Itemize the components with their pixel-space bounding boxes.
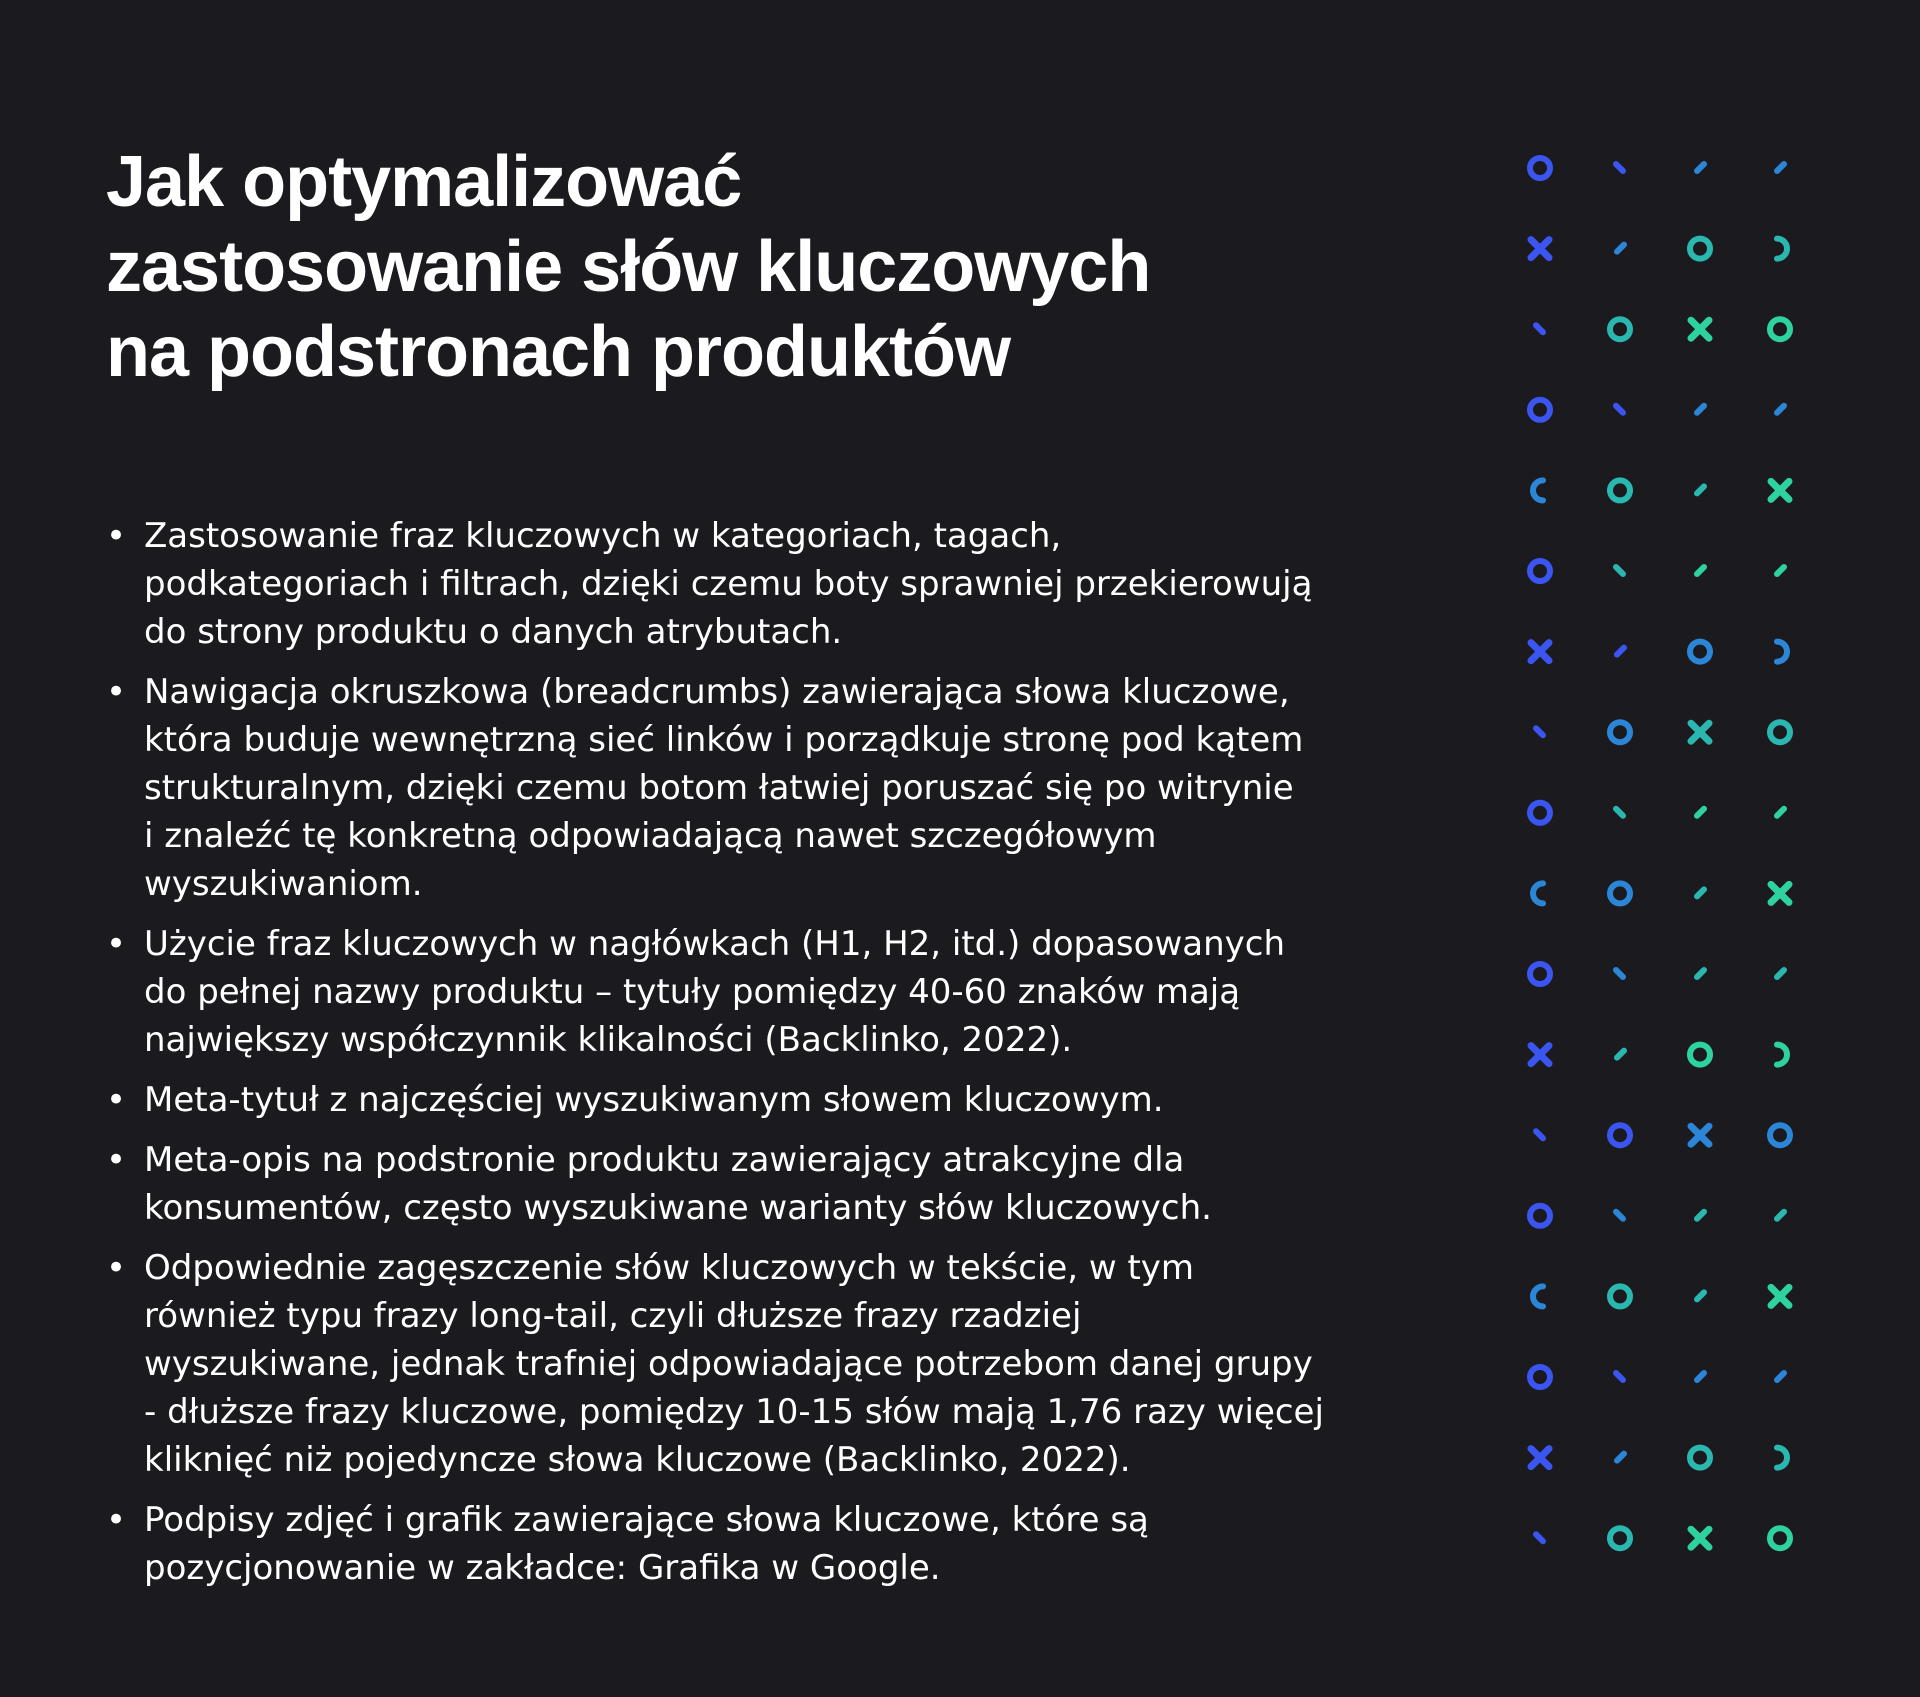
bullet-line: wyszukiwane, jednak trafniej odpowiadające potrzebom danej grupy	[144, 1344, 1313, 1384]
cross-icon	[1771, 1287, 1789, 1305]
bullet-line: • Meta-tytuł z najczęściej wyszukiwanym słowem kluczowym.	[144, 1080, 1164, 1120]
bullet-item	[106, 668, 1366, 908]
tick-left-icon	[1536, 325, 1543, 332]
bullet-line: • Nawigacja okruszkowa (breadcrumbs) zawierająca słowa kluczowe,	[144, 672, 1290, 712]
bullet-item	[106, 512, 1366, 656]
ring-icon	[1770, 722, 1790, 742]
ring-icon	[1610, 1528, 1630, 1548]
half-moon-right-icon	[1777, 239, 1787, 259]
tick-left-icon	[1536, 728, 1543, 735]
tick-right-icon	[1697, 970, 1704, 977]
tick-right-icon	[1617, 245, 1624, 252]
tick-left-icon	[1616, 164, 1623, 171]
bullet-line: do strony produktu o danych atrybutach.	[144, 612, 843, 652]
half-moon-right-icon	[1777, 1448, 1787, 1468]
bullet-line: do pełnej nazwy produktu – tytuły pomiędzy 40-60 znaków mają	[144, 972, 1241, 1012]
tick-right-icon	[1697, 809, 1704, 816]
tick-left-icon	[1536, 1131, 1543, 1138]
tick-right-icon	[1697, 406, 1704, 413]
bullet-line: • Podpisy zdjęć i grafik zawierające słowa kluczowe, które są	[144, 1500, 1149, 1540]
bullet-item	[106, 1076, 1366, 1124]
tick-right-icon	[1697, 164, 1704, 171]
bullet-item	[106, 1136, 1366, 1232]
ring-icon	[1530, 158, 1550, 178]
title-line: zastosowanie słów kluczowych	[106, 227, 1151, 307]
cross-icon	[1691, 723, 1709, 741]
ring-icon	[1690, 239, 1710, 259]
cross-icon	[1531, 240, 1549, 258]
cross-icon	[1531, 1449, 1549, 1467]
ring-icon	[1610, 1125, 1630, 1145]
bullet-line: konsumentów, często wyszukiwane warianty słów kluczowych.	[144, 1188, 1212, 1228]
bullet-item	[106, 1496, 1366, 1592]
tick-right-icon	[1777, 970, 1784, 977]
cross-icon	[1531, 1046, 1549, 1064]
ring-icon	[1610, 883, 1630, 903]
bullet-line: - dłuższe frazy kluczowe, pomiędzy 10-15 słów mają 1,76 razy więcej	[144, 1392, 1324, 1432]
page-title	[106, 140, 1306, 395]
ring-icon	[1770, 1125, 1790, 1145]
tick-right-icon	[1697, 567, 1704, 574]
cross-icon	[1771, 481, 1789, 499]
tick-left-icon	[1536, 1534, 1543, 1541]
tick-left-icon	[1616, 406, 1623, 413]
bullet-line: kliknięć niż pojedyncze słowa kluczowe (Backlinko, 2022).	[144, 1440, 1131, 1480]
ring-icon	[1530, 1367, 1550, 1387]
tick-right-icon	[1777, 1212, 1784, 1219]
decorative-pattern	[1500, 130, 1800, 1570]
cross-icon	[1691, 1529, 1709, 1547]
tick-left-icon	[1616, 970, 1623, 977]
bullet-line: • Odpowiednie zagęszczenie słów kluczowych w tekście, w tym	[144, 1248, 1195, 1288]
ring-icon	[1610, 722, 1630, 742]
tick-right-icon	[1777, 1373, 1784, 1380]
bullet-line: największy współczynnik klikalności (Backlinko, 2022).	[144, 1020, 1073, 1060]
cross-icon	[1691, 1126, 1709, 1144]
ring-icon	[1770, 319, 1790, 339]
tick-left-icon	[1616, 1212, 1623, 1219]
bullet-line: również typu frazy long-tail, czyli dłuższe frazy rzadziej	[144, 1296, 1082, 1336]
tick-right-icon	[1617, 648, 1624, 655]
bullet-line: • Użycie fraz kluczowych w nagłówkach (H1, H2, itd.) dopasowanych	[144, 924, 1285, 964]
tick-right-icon	[1777, 809, 1784, 816]
cross-icon	[1691, 320, 1709, 338]
bullet-list	[106, 512, 1366, 1604]
bullet-line: która buduje wewnętrzną sieć linków i porządkuje stronę pod kątem	[144, 720, 1304, 760]
half-moon-left-icon	[1533, 1286, 1543, 1306]
bullet-line: strukturalnym, dzięki czemu botom łatwiej poruszać się po witrynie	[144, 768, 1294, 808]
tick-left-icon	[1616, 567, 1623, 574]
tick-right-icon	[1697, 1373, 1704, 1380]
ring-icon	[1530, 803, 1550, 823]
half-moon-left-icon	[1533, 480, 1543, 500]
half-moon-right-icon	[1777, 1045, 1787, 1065]
cross-icon	[1771, 884, 1789, 902]
tick-right-icon	[1697, 1292, 1704, 1299]
tick-right-icon	[1777, 567, 1784, 574]
bullet-line: i znaleźć tę konkretną odpowiadającą nawet szczegółowym	[144, 816, 1157, 856]
ring-icon	[1610, 1286, 1630, 1306]
tick-right-icon	[1777, 406, 1784, 413]
ring-icon	[1690, 1045, 1710, 1065]
title-line: Jak optymalizować	[106, 142, 742, 222]
cross-icon	[1531, 643, 1549, 661]
bullet-line: wyszukiwaniom.	[144, 864, 423, 904]
bullet-line: pozycjonowanie w zakładce: Grafika w Google.	[144, 1548, 941, 1588]
ring-icon	[1690, 1448, 1710, 1468]
half-moon-right-icon	[1777, 642, 1787, 662]
ring-icon	[1610, 319, 1630, 339]
bullet-item	[106, 920, 1366, 1064]
title-line: na podstronach produktów	[106, 312, 1010, 392]
half-moon-left-icon	[1533, 883, 1543, 903]
bullet-line: • Meta-opis na podstronie produktu zawierający atrakcyjne dla	[144, 1140, 1185, 1180]
tick-left-icon	[1616, 1373, 1623, 1380]
ring-icon	[1530, 1206, 1550, 1226]
tick-left-icon	[1616, 809, 1623, 816]
ring-icon	[1690, 642, 1710, 662]
tick-right-icon	[1617, 1051, 1624, 1058]
ring-icon	[1530, 400, 1550, 420]
ring-icon	[1770, 1528, 1790, 1548]
ring-icon	[1610, 480, 1630, 500]
bullet-line: • Zastosowanie fraz kluczowych w kategoriach, tagach,	[144, 516, 1062, 556]
tick-right-icon	[1777, 164, 1784, 171]
tick-right-icon	[1697, 889, 1704, 896]
ring-icon	[1530, 964, 1550, 984]
bullet-item	[106, 1244, 1366, 1484]
tick-right-icon	[1697, 1212, 1704, 1219]
bullet-line: podkategoriach i filtrach, dzięki czemu boty sprawniej przekierowują	[144, 564, 1313, 604]
tick-right-icon	[1617, 1454, 1624, 1461]
ring-icon	[1530, 561, 1550, 581]
tick-right-icon	[1697, 486, 1704, 493]
